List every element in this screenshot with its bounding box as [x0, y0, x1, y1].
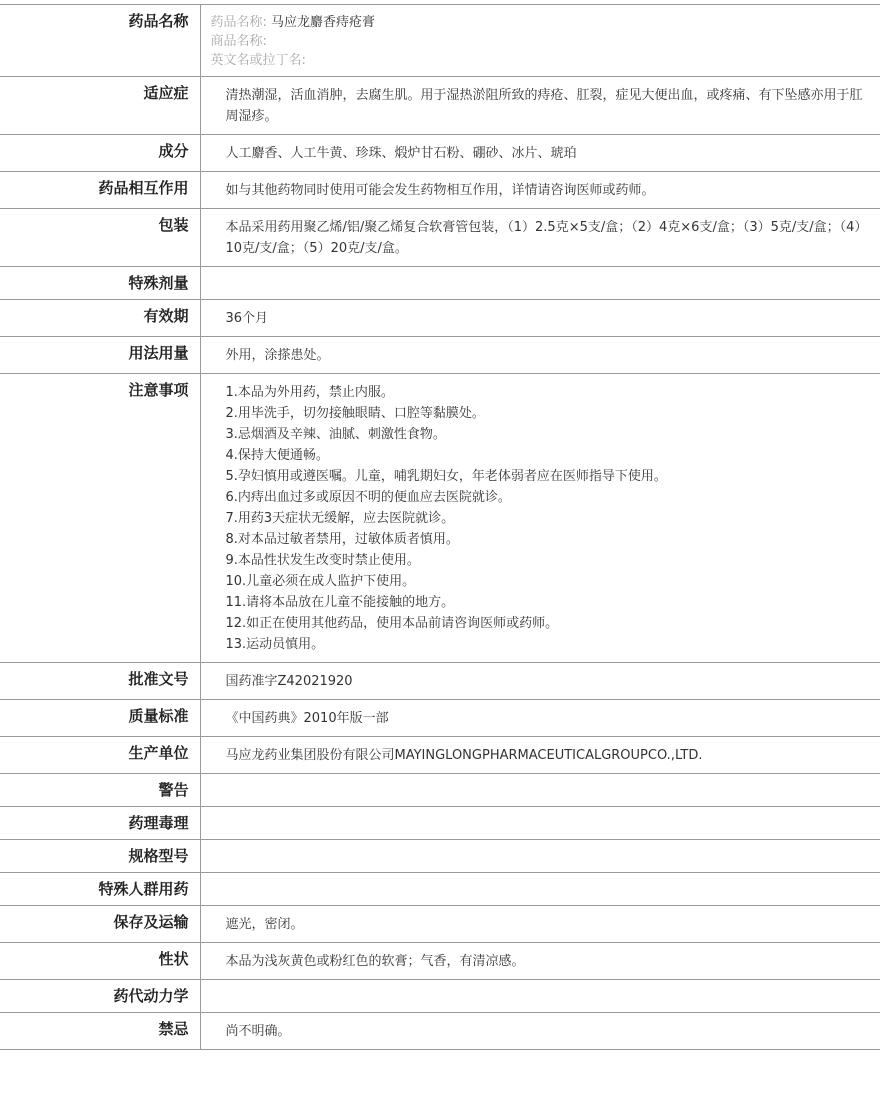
indications-value: 清热潮湿，活血消肿，去腐生肌。用于湿热淤阻所致的痔疮、肛裂，症见大便出血，或疼痛、有下坠感亦用于肛周湿疹。 — [225, 88, 863, 124]
interactions-value: 如与其他药物同时使用可能会发生药物相互作用，详情请咨询医师或药师。 — [225, 183, 655, 198]
indications-label: 适应症 — [0, 77, 200, 135]
shelf-life-value: 36个月 — [225, 311, 269, 326]
english-name-key: 英文名或拉丁名: — [210, 53, 306, 68]
precautions-label: 注意事项 — [0, 374, 200, 663]
manufacturer-value: 马应龙药业集团股份有限公司MAYINGLONGPHARMACEUTICALGROUPCO.,LTD. — [225, 748, 703, 763]
approval-number-label: 批准文号 — [0, 663, 200, 700]
ingredients-value: 人工麝香、人工牛黄、珍珠、煅炉甘石粉、硼砂、冰片、琥珀 — [225, 146, 577, 161]
row-pharmacokinetics — [0, 980, 880, 1013]
row-usage — [0, 337, 880, 374]
row-packaging — [0, 209, 880, 267]
precaution-item: 3.忌烟酒及辛辣、油腻、刺激性食物。 — [225, 427, 446, 442]
row-specification — [0, 840, 880, 873]
packaging-value: 本品采用药用聚乙烯/铝/聚乙烯复合软膏管包装，（1）2.5克×5支/盒；（2）4克×6支/盒；（3）5克/支/盒；（4）10克/支/盒；（5）20克/支/盒。 — [225, 220, 861, 256]
description-label: 性状 — [0, 943, 200, 980]
precaution-item: 8.对本品过敏者禁用，过敏体质者慎用。 — [225, 532, 459, 547]
pharmacology-label: 药理毒理 — [0, 807, 200, 840]
manufacturer-cell — [200, 737, 880, 774]
row-interactions — [0, 172, 880, 209]
description-value: 本品为浅灰黄色或粉红色的软膏；气香，有清凉感。 — [225, 954, 525, 969]
row-manufacturer — [0, 737, 880, 774]
approval-number-value: 国药准字Z42021920 — [225, 674, 353, 689]
pharmacokinetics-label: 药代动力学 — [0, 980, 200, 1013]
specification-value — [200, 840, 880, 873]
special-populations-label: 特殊人群用药 — [0, 873, 200, 906]
precaution-item: 12.如正在使用其他药品，使用本品前请咨询医师或药师。 — [225, 616, 559, 631]
precaution-item: 6.内痔出血过多或原因不明的便血应去医院就诊。 — [225, 490, 511, 505]
row-special-populations — [0, 873, 880, 906]
special-populations-value — [200, 873, 880, 906]
usage-label: 用法用量 — [0, 337, 200, 374]
manufacturer-label: 生产单位 — [0, 737, 200, 774]
row-storage — [0, 906, 880, 943]
warning-value — [200, 774, 880, 807]
precaution-item: 2.用毕洗手，切勿接触眼睛、口腔等黏膜处。 — [225, 406, 485, 421]
precaution-item: 11.请将本品放在儿童不能接触的地方。 — [225, 595, 455, 610]
trade-name-line — [211, 32, 867, 51]
contraindications-value: 尚不明确。 — [225, 1024, 291, 1039]
shelf-life-label: 有效期 — [0, 300, 200, 337]
generic-name-value: 马应龙麝香痔疮膏 — [271, 15, 376, 30]
contraindications-label: 禁忌 — [0, 1013, 200, 1050]
english-name-line — [211, 51, 867, 70]
drug-spec-table — [0, 4, 880, 1050]
precaution-item: 9.本品性状发生改变时禁止使用。 — [225, 553, 420, 568]
trade-name-key: 商品名称: — [210, 34, 267, 49]
row-quality-standard — [0, 700, 880, 737]
warning-label: 警告 — [0, 774, 200, 807]
precaution-item: 1.本品为外用药，禁止内服。 — [225, 385, 394, 400]
storage-label: 保存及运输 — [0, 906, 200, 943]
interactions-label: 药品相互作用 — [0, 172, 200, 209]
row-ingredients — [0, 135, 880, 172]
precaution-item: 5.孕妇慎用或遵医嘱。儿童，哺乳期妇女，年老体弱者应在医师指导下使用。 — [225, 469, 667, 484]
pharmacokinetics-value — [200, 980, 880, 1013]
row-shelf-life — [0, 300, 880, 337]
pharmacology-value — [200, 807, 880, 840]
row-approval-number — [0, 663, 880, 700]
row-contraindications — [0, 1013, 880, 1050]
quality-standard-value: 《中国药典》2010年版一部 — [225, 711, 389, 726]
row-description — [0, 943, 880, 980]
special-dosage-value — [200, 267, 880, 300]
drug-name-label: 药品名称 — [0, 5, 200, 77]
precaution-item: 4.保持大便通畅。 — [225, 448, 329, 463]
generic-name-key: 药品名称: — [210, 15, 267, 30]
row-warning — [0, 774, 880, 807]
row-special-dosage — [0, 267, 880, 300]
indications-cell — [200, 77, 880, 135]
storage-value: 遮光，密闭。 — [225, 917, 304, 932]
precaution-item: 13.运动员慎用。 — [225, 637, 325, 652]
row-precautions — [0, 374, 880, 663]
ingredients-label: 成分 — [0, 135, 200, 172]
precautions-list — [200, 374, 880, 663]
quality-standard-label: 质量标准 — [0, 700, 200, 737]
row-drug-name — [0, 5, 880, 77]
precaution-item: 10.儿童必须在成人监护下使用。 — [225, 574, 416, 589]
generic-name-line — [211, 13, 867, 32]
packaging-label: 包装 — [0, 209, 200, 267]
row-indications — [0, 77, 880, 135]
specification-label: 规格型号 — [0, 840, 200, 873]
usage-value: 外用，涂搽患处。 — [225, 348, 330, 363]
precaution-item: 7.用药3天症状无缓解，应去医院就诊。 — [225, 511, 455, 526]
packaging-cell — [200, 209, 880, 267]
drug-name-value — [200, 5, 880, 77]
special-dosage-label: 特殊剂量 — [0, 267, 200, 300]
row-pharmacology — [0, 807, 880, 840]
